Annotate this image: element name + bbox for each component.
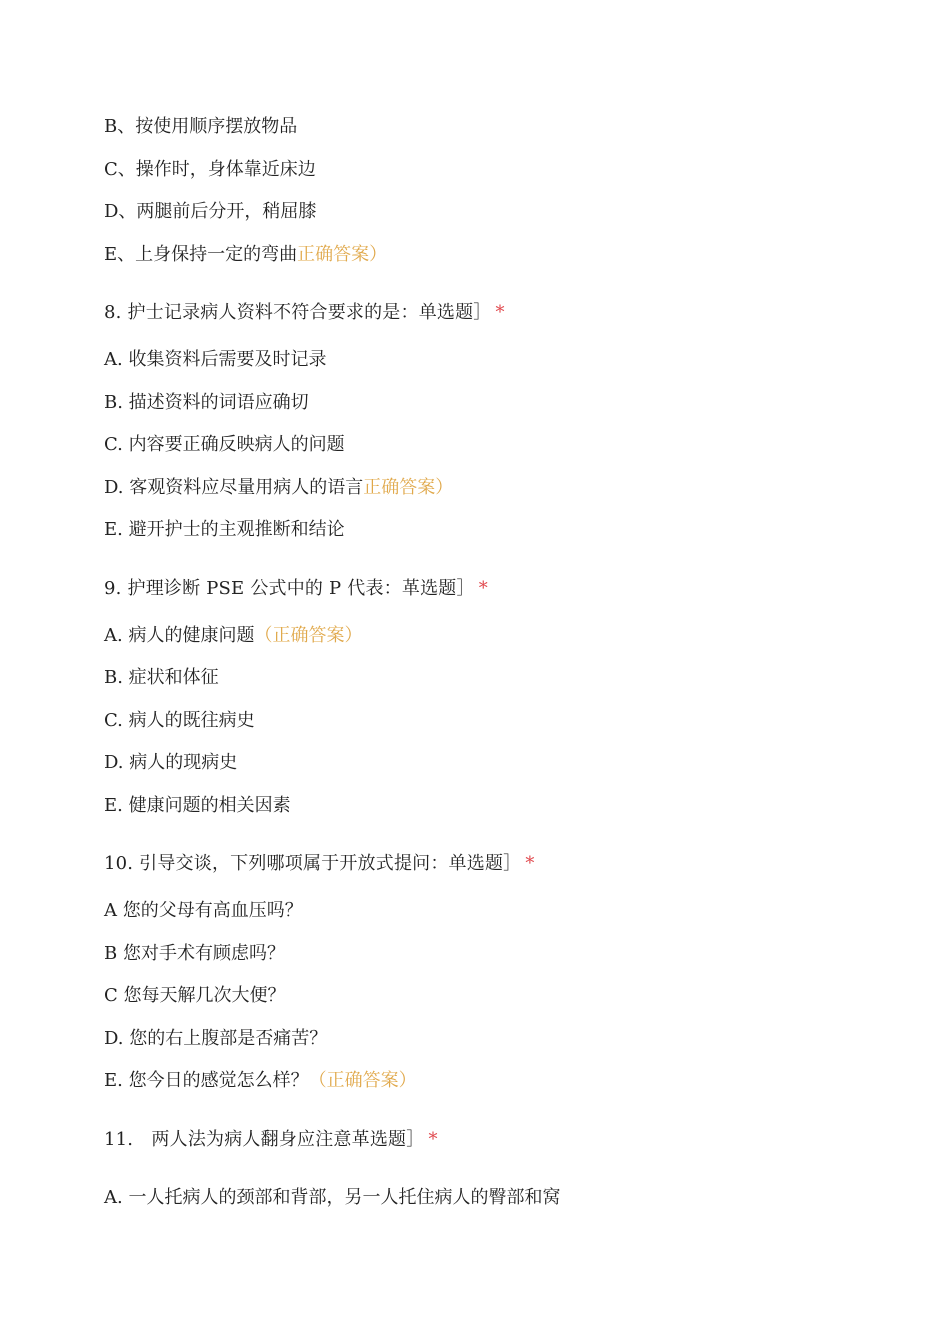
option-text: E. 您今日的感觉怎么样？ [104,1070,309,1091]
option-text: E. 健康问题的相关因素 [104,795,291,816]
option-text: E、上身保持一定的弯曲 [104,244,298,265]
q9-question [104,577,488,601]
q8-option-a [104,348,326,372]
q8-option-c [104,433,345,457]
q7-option-e [104,243,387,267]
question-text: 9. 护理诊断 PSE 公式中的 P 代表：革选题］ [104,578,475,599]
q9-option-a [104,624,362,648]
option-text: C 您每天解几次大便？ [104,985,286,1006]
required-asterisk: * [428,1129,438,1150]
required-asterisk: * [495,302,505,323]
option-text: A. 收集资料后需要及时记录 [104,349,327,370]
q10-option-e [104,1069,417,1093]
q9-option-c [104,709,255,733]
option-text: B 您对手术有顾虑吗？ [104,943,285,964]
question-text: 8. 护士记录病人资料不符合要求的是：单选题］ [104,302,492,323]
q11-option-a [104,1186,560,1210]
q9-option-e [104,794,291,818]
q10-option-d [104,1027,327,1051]
correct-answer-label: 正确答案） [297,244,388,265]
option-text: C、操作时，身体靠近床边 [104,159,316,180]
q7-option-d [104,200,316,224]
option-text: D、两腿前后分开，稍屈膝 [104,201,317,222]
correct-answer-label: （正确答案） [254,625,363,646]
required-asterisk: * [478,578,488,599]
q9-option-b [104,666,219,690]
option-text: A. 病人的健康问题 [104,625,255,646]
q10-question [104,852,535,876]
q10-option-c [104,984,286,1008]
q7-option-b [104,115,297,139]
option-text: E. 避开护士的主观推断和结论 [104,519,345,540]
option-text: A 您的父母有高血压吗？ [104,900,303,921]
q7-option-c [104,158,316,182]
option-text: B、按使用顺序摆放物品 [104,116,298,137]
option-text: D. 病人的现病史 [104,752,238,773]
correct-answer-label: （正确答案） [308,1070,417,1091]
required-asterisk: * [525,853,535,874]
q11-question [104,1128,438,1152]
option-text: B. 描述资料的词语应确切 [104,392,309,413]
option-text: B. 症状和体征 [104,667,219,688]
q8-question [104,301,505,325]
q10-option-a [104,899,303,923]
option-text: D. 您的右上腹部是否痛苦？ [104,1028,328,1049]
q8-option-d [104,476,453,500]
option-text: C. 内容要正确反映病人的问题 [104,434,345,455]
option-text: C. 病人的既往病史 [104,710,255,731]
q8-option-b [104,391,309,415]
q10-option-b [104,942,285,966]
correct-answer-label: 正确答案） [363,477,454,498]
option-text: A. 一人托病人的颈部和背部，另一人托住病人的臀部和窝 [104,1187,561,1208]
question-text: 10. 引导交谈，下列哪项属于开放式提问：单选题］ [104,853,522,874]
q8-option-e [104,518,345,542]
q9-option-d [104,751,237,775]
question-text: 11. 两人法为病人翻身应注意革选题］ [104,1129,425,1150]
option-text: D. 客观资料应尽量用病人的语言 [104,477,364,498]
